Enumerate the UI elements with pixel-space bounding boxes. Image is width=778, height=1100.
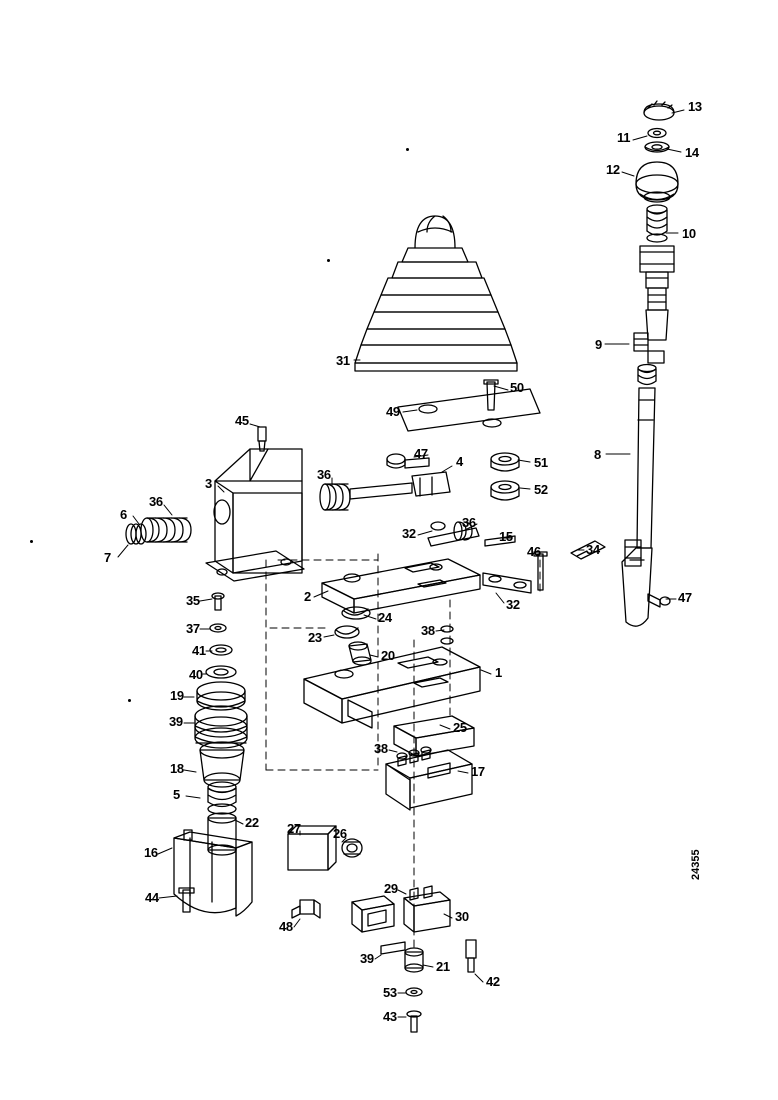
part-53-washer bbox=[406, 988, 422, 996]
callout-42: 42 bbox=[486, 974, 500, 989]
callout-48: 48 bbox=[279, 919, 293, 934]
callout-23: 23 bbox=[308, 630, 322, 645]
part-36-spring-left bbox=[126, 518, 191, 544]
leader-lines bbox=[118, 110, 684, 1017]
print-speck-4 bbox=[128, 699, 131, 702]
callout-8: 8 bbox=[594, 447, 601, 462]
part-41-ring bbox=[210, 645, 232, 655]
part-29-switch bbox=[352, 896, 394, 932]
callout-40: 40 bbox=[189, 667, 203, 682]
print-speck-3 bbox=[30, 540, 33, 543]
callout-13: 13 bbox=[688, 99, 702, 114]
callout-34: 34 bbox=[586, 542, 600, 557]
callout-50: 50 bbox=[510, 380, 524, 395]
callout-14: 14 bbox=[685, 145, 699, 160]
part-52-bushing bbox=[491, 481, 519, 500]
callout-53: 53 bbox=[383, 985, 397, 1000]
callout-18: 18 bbox=[170, 761, 184, 776]
part-26-nut bbox=[342, 839, 362, 857]
callout-4: 4 bbox=[456, 454, 463, 469]
part-47-right-bolt bbox=[648, 594, 670, 607]
part-8-lower-rod bbox=[622, 365, 656, 627]
callout-38-lower: 38 bbox=[374, 741, 388, 756]
callout-41: 41 bbox=[192, 643, 206, 658]
part-37-washer bbox=[210, 624, 226, 632]
callout-37: 37 bbox=[186, 621, 200, 636]
part-4-rod-link bbox=[350, 454, 450, 499]
part-43-bolt bbox=[407, 1011, 421, 1032]
print-speck-1 bbox=[406, 148, 409, 151]
callout-22: 22 bbox=[245, 815, 259, 830]
callout-46: 46 bbox=[527, 544, 541, 559]
callout-30: 30 bbox=[455, 909, 469, 924]
callout-31: 31 bbox=[336, 353, 350, 368]
part-16-housing bbox=[174, 830, 252, 916]
part-45-bolt bbox=[258, 427, 266, 451]
part-11-14-washer bbox=[645, 129, 669, 153]
callout-47-lower: 47 bbox=[678, 590, 692, 605]
callout-36-left: 36 bbox=[149, 494, 163, 509]
part-32-link-lower bbox=[483, 573, 531, 593]
callout-27: 27 bbox=[287, 821, 301, 836]
callout-5: 5 bbox=[173, 787, 180, 802]
part-40-ring bbox=[206, 666, 236, 678]
callout-3: 3 bbox=[205, 476, 212, 491]
callout-39-lower: 39 bbox=[360, 951, 374, 966]
callout-36-small: 36 bbox=[462, 515, 476, 530]
print-speck-2 bbox=[327, 259, 330, 262]
part-42-bolt bbox=[466, 940, 476, 972]
part-3-bracket bbox=[206, 449, 304, 581]
callout-10: 10 bbox=[682, 226, 696, 241]
callout-43: 43 bbox=[383, 1009, 397, 1024]
callout-11: 11 bbox=[617, 130, 631, 145]
part-49-plate bbox=[398, 389, 540, 431]
part-2-upper-plate bbox=[322, 559, 480, 613]
assembly-guide-lines bbox=[266, 554, 540, 950]
part-30-switch bbox=[404, 886, 450, 932]
callout-26: 26 bbox=[333, 826, 347, 841]
callout-38-upper: 38 bbox=[421, 623, 435, 638]
part-12-knob bbox=[636, 162, 678, 202]
drawing-code: 24355 bbox=[690, 849, 702, 880]
callout-19: 19 bbox=[170, 688, 184, 703]
callout-17: 17 bbox=[471, 764, 485, 779]
callout-47-upper: 47 bbox=[414, 446, 428, 461]
callout-7: 7 bbox=[104, 550, 111, 565]
callout-16: 16 bbox=[144, 845, 158, 860]
callout-12: 12 bbox=[606, 162, 620, 177]
callout-15: 15 bbox=[499, 529, 513, 544]
part-20-bushing bbox=[349, 642, 371, 665]
callout-20: 20 bbox=[381, 648, 395, 663]
callout-51: 51 bbox=[534, 455, 548, 470]
callout-21: 21 bbox=[436, 959, 450, 974]
part-17-housing bbox=[386, 747, 472, 810]
callout-29: 29 bbox=[384, 881, 398, 896]
part-36-spring-center bbox=[320, 484, 350, 510]
callout-32-lower: 32 bbox=[506, 597, 520, 612]
part-10-spring bbox=[647, 205, 667, 242]
callout-6: 6 bbox=[120, 507, 127, 522]
callout-39-upper: 39 bbox=[169, 714, 183, 729]
part-39-connector-lower bbox=[381, 942, 405, 954]
callout-35: 35 bbox=[186, 593, 200, 608]
callout-25: 25 bbox=[453, 720, 467, 735]
part-21-fitting bbox=[405, 948, 423, 972]
part-38-washers-upper bbox=[441, 626, 453, 644]
part-13-cap bbox=[644, 101, 674, 120]
part-31-boot bbox=[355, 216, 517, 371]
callout-24: 24 bbox=[378, 610, 392, 625]
part-35-pin bbox=[212, 593, 224, 610]
callout-44: 44 bbox=[145, 890, 159, 905]
part-23-clip bbox=[335, 626, 359, 638]
callout-2: 2 bbox=[304, 589, 311, 604]
callout-52: 52 bbox=[534, 482, 548, 497]
callout-9: 9 bbox=[595, 337, 602, 352]
callout-49: 49 bbox=[386, 404, 400, 419]
part-18-cup bbox=[200, 742, 244, 787]
callout-36-center: 36 bbox=[317, 467, 331, 482]
part-51-bushing bbox=[491, 453, 519, 471]
callout-45: 45 bbox=[235, 413, 249, 428]
part-9-upper-rod bbox=[634, 246, 674, 363]
part-48-connector bbox=[292, 900, 320, 918]
callout-1: 1 bbox=[495, 665, 502, 680]
callout-32-upper: 32 bbox=[402, 526, 416, 541]
